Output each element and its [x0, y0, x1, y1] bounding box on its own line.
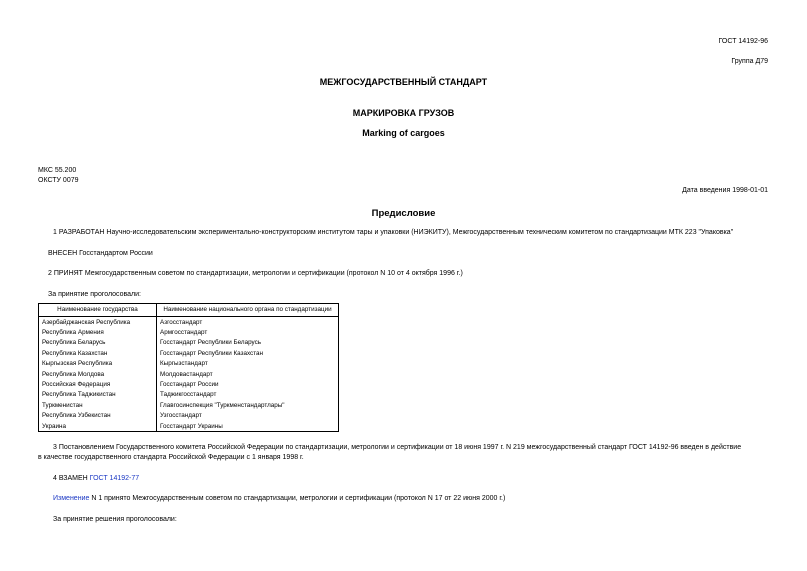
standards-body-cell: Госстандарт России: [157, 379, 339, 389]
standards-body-cell: Молдовастандарт: [157, 369, 339, 379]
replaces-label: 4 ВЗАМЕН: [53, 475, 90, 482]
standards-body-cell: Госстандарт Украины: [157, 421, 339, 432]
amendment-link[interactable]: Изменение: [53, 495, 90, 502]
table-row: [39, 379, 339, 389]
amendment-note: [53, 493, 505, 504]
table-row: [39, 317, 339, 328]
table-row: [39, 359, 339, 369]
amendment-text: N 1 принято Межгосударственным советом по стандартизации, метрологии и сертификации (протокол N 17 от 22 июня 2000 г.): [89, 495, 506, 502]
preface-heading: Предисловие: [371, 208, 436, 219]
state-name-cell: Туркменистан: [39, 400, 157, 410]
decision-label: За принятие решения проголосовали:: [53, 516, 177, 523]
standard-type-heading: МЕЖГОСУДАРСТВЕННЫЙ СТАНДАРТ: [319, 77, 488, 87]
state-name-cell: Республика Беларусь: [39, 338, 157, 348]
intro-date: Дата введения 1998-01-01: [682, 187, 768, 194]
table-row: [39, 400, 339, 410]
table-body: [39, 317, 339, 432]
replaced-standard-link[interactable]: ГОСТ 14192-77: [89, 475, 140, 482]
preface-submitted: ВНЕСЕН Госстандартом России: [48, 250, 153, 257]
state-name-cell: Республика Молдова: [39, 369, 157, 379]
mks-code: МКС 55.200: [38, 167, 77, 174]
state-name-cell: Республика Таджикистан: [39, 390, 157, 400]
state-name-cell: Российская Федерация: [39, 379, 157, 389]
standards-body-cell: Армгосстандарт: [157, 327, 339, 337]
table-row: [39, 369, 339, 379]
state-name-cell: Республика Казахстан: [39, 348, 157, 358]
state-name-cell: Украина: [39, 421, 157, 432]
table-row: [39, 348, 339, 358]
table-row: [39, 421, 339, 432]
standards-body-cell: Кыргызстандарт: [157, 359, 339, 369]
standards-body-cell: Главгосинспекция "Туркменстандартлары": [157, 400, 339, 410]
table-header-state: Наименование государства: [39, 304, 157, 317]
table-row: [39, 411, 339, 421]
voting-states-table: [38, 303, 339, 432]
preface-item-4: [53, 473, 139, 484]
standards-body-cell: Госстандарт Республики Казахстан: [157, 348, 339, 358]
table-row: [39, 327, 339, 337]
gost-number: ГОСТ 14192-96: [718, 38, 768, 45]
table-header-body: Наименование национального органа по стандартизации: [157, 304, 339, 317]
preface-item-1: 1 РАЗРАБОТАН Научно-исследовательским экспериментально-конструкторским институтом тары и упаковки (НИЭКИТУ), Межгосударственным техническим комитетом по стандартизации МТК 223 "Упаковка": [53, 229, 734, 236]
okstu-code: ОКСТУ 0079: [38, 177, 79, 184]
preface-item-3-line-2: в качестве государственного стандарта Российской Федерации с 1 января 1998 г.: [38, 454, 304, 461]
document-title-en: Marking of cargoes: [362, 128, 445, 138]
table-header-row: [39, 304, 339, 317]
standards-body-cell: Азгосстандарт: [157, 317, 339, 328]
preface-item-2: 2 ПРИНЯТ Межгосударственным советом по стандартизации, метрологии и сертификации (протокол N 10 от 4 октября 1996 г.): [48, 270, 463, 277]
state-name-cell: Республика Узбекистан: [39, 411, 157, 421]
table-row: [39, 390, 339, 400]
table-row: [39, 338, 339, 348]
state-name-cell: Кыргызская Республика: [39, 359, 157, 369]
state-name-cell: Республика Армения: [39, 327, 157, 337]
preface-item-3-line-1: 3 Постановлением Государственного комитета Российской Федерации по стандартизации, метрологии и сертификации от 18 июня 1997 г. N 219 межгосударственный стандарт ГОСТ 14192-96 введен в действие: [53, 444, 742, 451]
standards-body-cell: Госстандарт Республики Беларусь: [157, 338, 339, 348]
voted-label: За принятие проголосовали:: [48, 291, 141, 298]
group-code: Группа Д79: [731, 58, 768, 65]
document-title-ru: МАРКИРОВКА ГРУЗОВ: [352, 108, 455, 118]
standards-body-cell: Узгосстандарт: [157, 411, 339, 421]
state-name-cell: Азербайджанская Республика: [39, 317, 157, 328]
standards-body-cell: Таджикгосстандарт: [157, 390, 339, 400]
